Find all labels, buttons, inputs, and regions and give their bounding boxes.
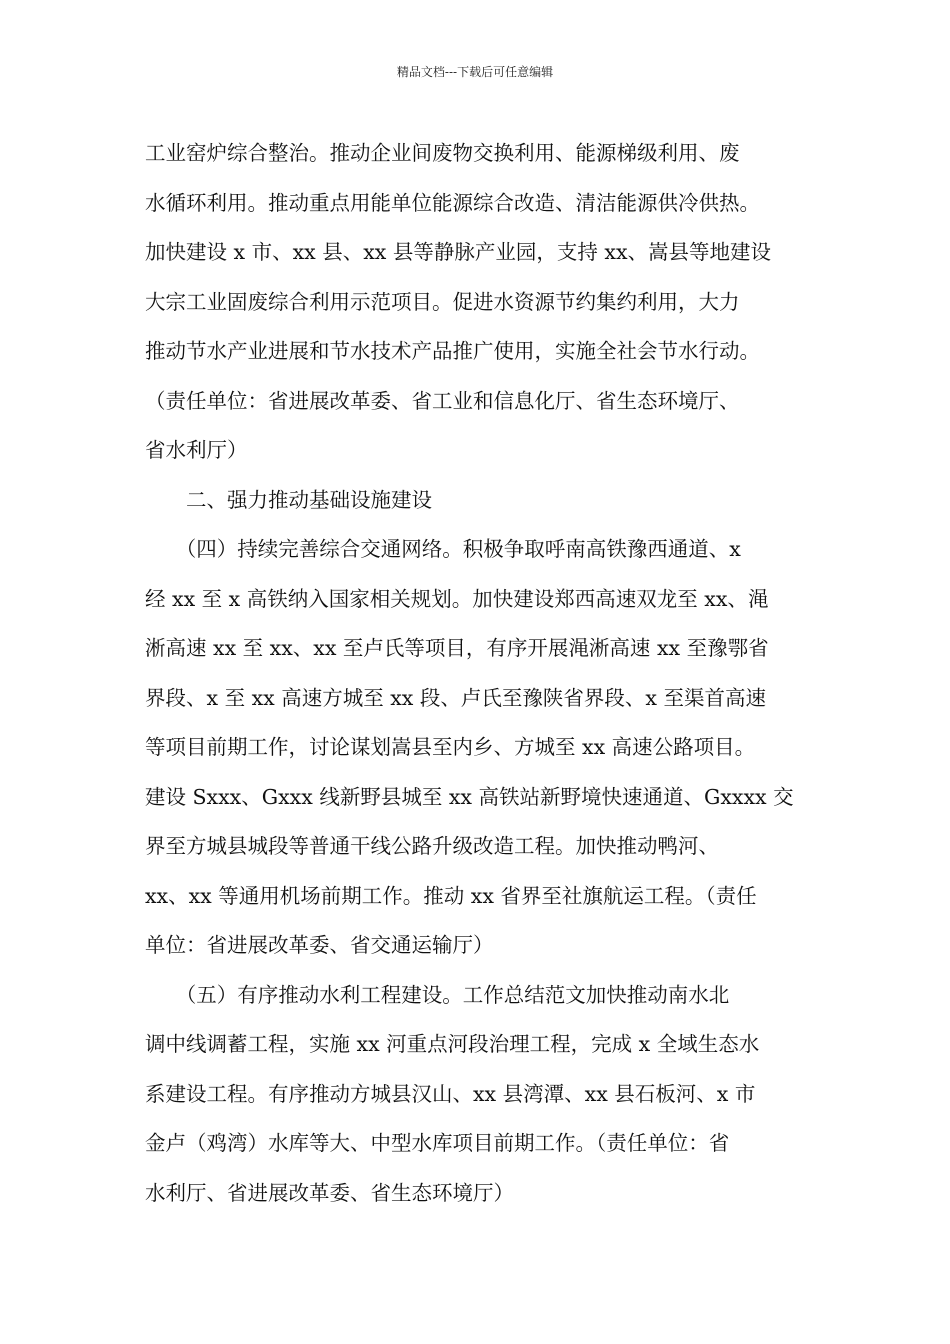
text-line: 水利厅、省进展改革委、省生态环境厅）	[145, 1180, 514, 1205]
text-line: 系建设工程。有序推动方城县汉山、xx 县湾潭、xx 县石板河、x 市	[145, 1081, 756, 1106]
heading-line: 二、强力推动基础设施建设	[145, 487, 432, 512]
text-line: 工业窑炉综合整治。推动企业间废物交换利用、能源梯级利用、废	[145, 141, 740, 165]
text-line: （责任单位：省进展改革委、省工业和信息化厅、省生态环境厅、	[145, 388, 740, 413]
text-line: 淅高速 xx 至 xx、xx 至卢氏等项目，有序开展渑淅高速 xx 至豫鄂省	[145, 636, 769, 660]
text-line: 建设 Sxxx、Gxxx 线新野县城至 xx 高铁站新野境快速通道、Gxxxx 交	[145, 784, 794, 809]
text-line: 界至方城县城段等普通干线公路升级改造工程。加快推动鸭河、	[145, 834, 719, 858]
page-header: 精品文档---下载后可任意编辑	[396, 65, 554, 79]
document-body	[145, 129, 815, 1218]
text-line: 经 xx 至 x 高铁纳入国家相关规划。加快建设郑西高速双龙至 xx、渑	[145, 586, 769, 611]
text-line: （五）有序推动水利工程建设。工作总结范文加快推动南水北	[145, 982, 730, 1007]
text-line: 调中线调蓄工程，实施 xx 河重点河段治理工程，完成 x 全域生态水	[145, 1032, 760, 1056]
text-line: 大宗工业固废综合利用示范项目。促进水资源节约集约利用，大力	[145, 289, 740, 314]
paragraph-transport	[145, 525, 815, 971]
text-line: 等项目前期工作，讨论谋划嵩县至内乡、方城至 xx 高速公路项目。	[145, 735, 756, 759]
text-line: 金卢（鸡湾）水库等大、中型水库项目前期工作。（责任单位：省	[145, 1131, 730, 1155]
text-line: 加快建设 x 市、xx 县、xx 县等静脉产业园，支持 xx、嵩县等地建设	[145, 240, 772, 264]
text-line: 水循环利用。推动重点用能单位能源综合改造、清洁能源供冷供热。	[145, 190, 760, 215]
text-line: xx、xx 等通用机场前期工作。推动 xx 省界至社旗航运工程。（责任	[145, 883, 757, 908]
text-line: 单位：省进展改革委、省交通运输厅）	[145, 933, 494, 957]
paragraph-1	[145, 129, 815, 476]
text-line: 界段、x 至 xx 高速方城至 xx 段、卢氏至豫陕省界段、x 至渠首高速	[145, 685, 766, 710]
text-line: （四）持续完善综合交通网络。积极争取呼南高铁豫西通道、x	[145, 537, 741, 561]
section-heading	[145, 476, 815, 526]
paragraph-water	[145, 971, 815, 1219]
text-line: 省水利厅）	[145, 438, 248, 462]
text-line: 推动节水产业进展和节水技术产品推广使用，实施全社会节水行动。	[145, 339, 760, 363]
